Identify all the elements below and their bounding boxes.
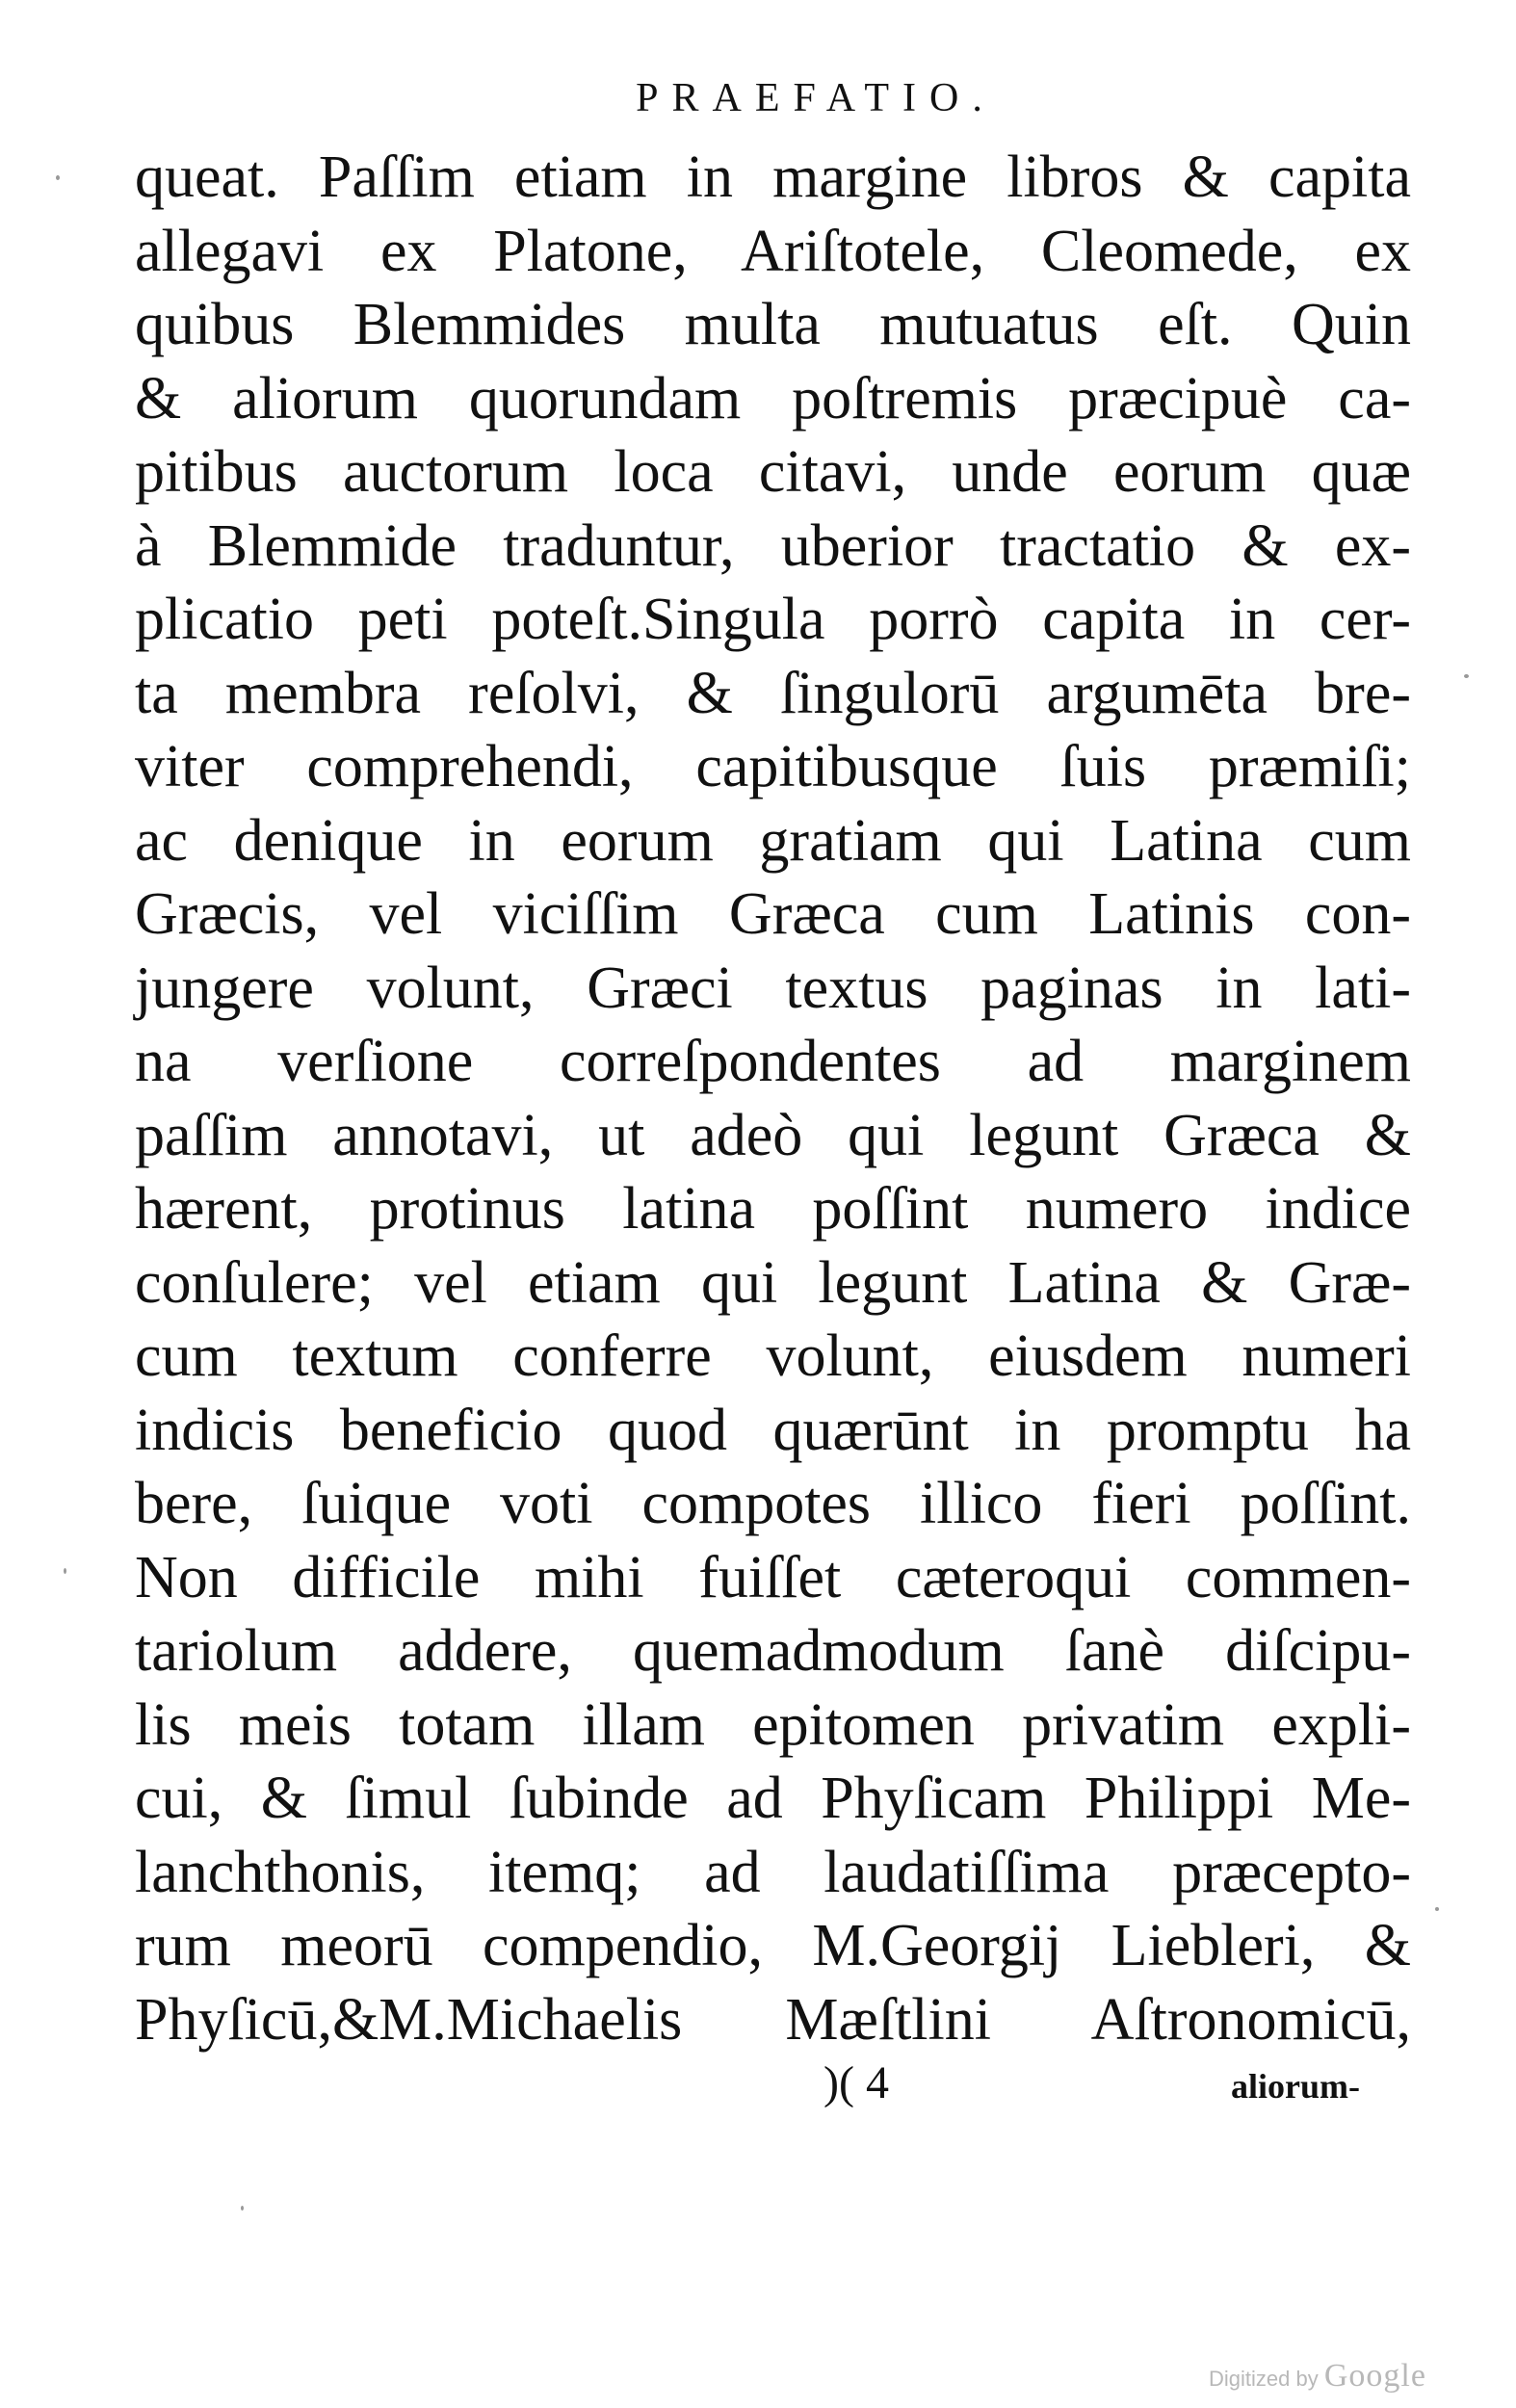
text-line: queat. Paſſim etiam in margine libros & capita xyxy=(135,144,1411,210)
text-line: indicis beneficio quod quærūnt in promptu ha xyxy=(135,1397,1411,1463)
watermark-prefix: Digitized by xyxy=(1209,2367,1319,2391)
text-line: ta membra reſolvi, & ſingulorū argumēta bre- xyxy=(135,660,1411,726)
text-line: bere, ſuique voti compotes illico fieri poſſint. xyxy=(135,1471,1411,1536)
text-line: na verſione correſpondentes ad marginem xyxy=(135,1029,1411,1094)
running-head: PRAEFATIO. xyxy=(636,76,996,120)
text-line: tariolum addere, quemadmodum ſanè diſcipu- xyxy=(135,1618,1411,1684)
scan-speck xyxy=(64,1568,66,1574)
text-line: conſulere; vel etiam qui legunt Latina & Græ- xyxy=(135,1249,1411,1316)
text-line: ac denique in eorum gratiam qui Latina cum xyxy=(135,807,1411,874)
body-text xyxy=(135,141,1411,2056)
text-line: pitibus auctorum loca citavi, unde eorum quæ xyxy=(135,439,1411,505)
scan-speck xyxy=(1435,1907,1439,1911)
text-line: quibus Blemmides multa mutuatus eſt. Quin xyxy=(135,292,1411,357)
text-line: paſſim annotavi, ut adeò qui legunt Græca & xyxy=(135,1102,1411,1168)
text-line: Phyſicū,&M.Michaelis Mæſtlini Aſtronomicū, xyxy=(135,1986,1411,2053)
text-line: Non difficile mihi fuiſſet cæteroqui commen- xyxy=(135,1544,1411,1610)
text-line: lis meis totam illam epitomen privatim expli- xyxy=(135,1691,1411,1758)
watermark-brand: Google xyxy=(1323,2358,1426,2394)
signature-mark: )( 4 xyxy=(823,2057,889,2108)
text-line: rum meorū compendio, M.Georgij Liebleri, & xyxy=(135,1913,1411,1978)
text-line: hærent, protinus latina poſſint numero indice xyxy=(135,1176,1411,1242)
scan-speck xyxy=(1464,674,1469,678)
scan-speck xyxy=(56,175,60,180)
text-line: allegavi ex Platone, Ariſtotele, Cleomede, ex xyxy=(135,218,1411,284)
text-line: viter comprehendi, capitibusque ſuis præmiſi; xyxy=(135,734,1411,799)
scan-speck xyxy=(241,2206,244,2211)
text-line: jungere volunt, Græci textus paginas in lati- xyxy=(135,955,1411,1021)
catchword: aliorum- xyxy=(1231,2067,1360,2106)
text-line: & aliorum quorundam poſtremis præcipuè ca- xyxy=(135,365,1411,432)
text-line: Græcis, vel viciſſim Græca cum Latinis con- xyxy=(135,881,1411,947)
text-line: cui, & ſimul ſubinde ad Phyſicam Philippi Me- xyxy=(135,1766,1411,1831)
text-line: à Blemmide traduntur, uberior tractatio & ex- xyxy=(135,512,1411,579)
text-line: cum textum conferre volunt, eiusdem numeri xyxy=(135,1323,1411,1389)
text-line: plicatio peti poteſt.Singula porrò capita in cer- xyxy=(135,587,1411,652)
text-line: lanchthonis, itemq; ad laudatiſſima præcepto- xyxy=(135,1839,1411,1905)
digitized-watermark xyxy=(1209,2358,1426,2395)
